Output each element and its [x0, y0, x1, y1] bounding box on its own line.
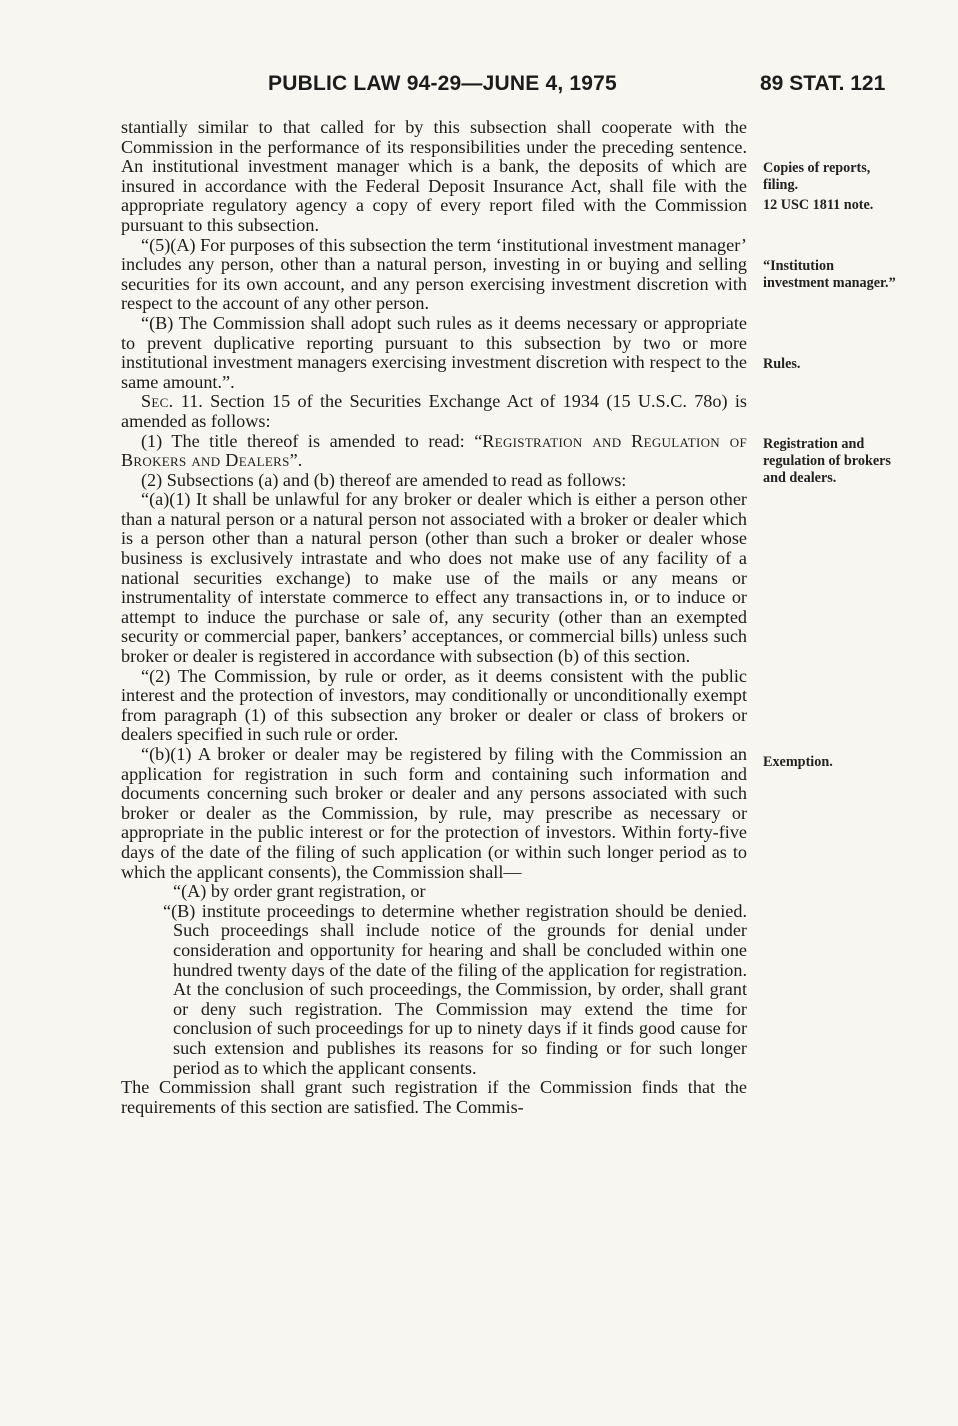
clause-a: “(A) by order grant registration, or — [173, 881, 426, 902]
margin-note-usc: 12 USC 1811 note. — [763, 197, 874, 213]
section-11 — [121, 392, 747, 431]
amendment-1-text: (1) The title thereof is amended to read: “ — [141, 430, 483, 451]
margin-note-copies: Copies of reports, filing. — [763, 160, 871, 194]
statute-page-number: 89 STAT. 121 — [760, 72, 886, 95]
amendment-1-end: ”. — [289, 450, 303, 471]
body-text — [121, 118, 747, 1117]
subsection-a2: “(2) The Commission, by rule or order, as it deems consistent with the public interest and the protection of investors, may conditionally or unconditionally exempt from paragraph (1) of this subsection any broker or dealer or class of brokers or dealers specified in such rule or order. — [121, 665, 747, 745]
section-label: Sec. — [141, 391, 174, 412]
section-11-text: 11. Section 15 of the Securities Exchange Act of 1934 (15 U.S.C. 78o) is amended as follows: — [121, 391, 747, 431]
amendment-1-title: Registration and Regulation of Brokers and Dealers — [121, 430, 747, 471]
clause-b: “(B) institute proceedings to determine whether registration should be denied. Such proceedings shall include notice of the grounds for denial under consideration and opportunity for hearing and shall be concluded within one hundred twenty days of the date of the filing of the application for registration. At the conclusion of such proceedings, the Commission, by order, shall grant or deny such registration. The Commission may extend the time for conclusion of such proceedings for up to ninety days if it finds good cause for such extension and publishes its reasons for so finding or for such longer period as to which the applicant consents. — [163, 900, 747, 1078]
margin-note-institution: “Institution investment manager.” — [763, 258, 896, 292]
paragraph-5a: “(5)(A) For purposes of this subsection the term ‘institutional investment manager’ includes any person, other than a natural person, investing in or buying and selling securities for its own account, and any person exercising investment discretion with respect to the account of any other person. — [121, 234, 747, 314]
amendment-2: (2) Subsections (a) and (b) thereof are amended to read as follows: — [141, 469, 627, 490]
subsection-b1: “(b)(1) A broker or dealer may be registered by filing with the Commission an application for registration in such form and containing such information and documents concerning such broker or dealer and any persons associated with such broker or dealer as the Commission, by rule, may prescribe as necessary or appropriate in the public interest or for the protection of investors. Within forty-five days of the date of the filing of such application (or within such longer period as to which the applicant consents), the Commission shall— — [121, 744, 747, 882]
subsection-a1: “(a)(1) It shall be unlawful for any broker or dealer which is either a person other than a natural person or a natural person not associated with a broker or dealer which is a person other than a natural person (other than such a broker or dealer whose business is exclusively intrastate and who does not make use of any facility of a national securities exchange) to make use of the mails or any means or instrumentality of interstate commerce to effect any transactions in, or to induce or attempt to induce the purchase or sale of, any security (other than an exempted security or commercial paper, bankers’ acceptances, or commercial bills) unless such broker or dealer is registered in accordance with subsection (b) of this section. — [121, 489, 747, 667]
paragraph-5b: “(B) The Commission shall adopt such rules as it deems necessary or appropriate to prevent duplicative reporting pursuant to this subsection by two or more institutional investment managers exercising investment discretion with respect to the same amount.”. — [121, 312, 747, 392]
margin-note-registration: Registration and regulation of brokers and dealers. — [763, 436, 891, 487]
margin-note-rules: Rules. — [763, 356, 801, 372]
margin-note-exemption: Exemption. — [763, 754, 833, 770]
paragraph-continuation: stantially similar to that called for by this subsection shall cooperate with the Commission in the performance of its responsibilities under the preceding sentence. An institutional investment manager which is a bank, the deposits of which are insured in accordance with the Federal Deposit Insurance Act, shall file with the appropriate regulatory agency a copy of every report filed with the Commission pursuant to this subsection. — [121, 117, 747, 235]
page-header — [0, 68, 958, 104]
running-title: PUBLIC LAW 94-29—JUNE 4, 1975 — [268, 72, 617, 95]
closing-paragraph: The Commission shall grant such registration if the Commission finds that the requirements of this section are satisfied. The Commis- — [121, 1077, 747, 1117]
amendment-1 — [121, 432, 747, 471]
